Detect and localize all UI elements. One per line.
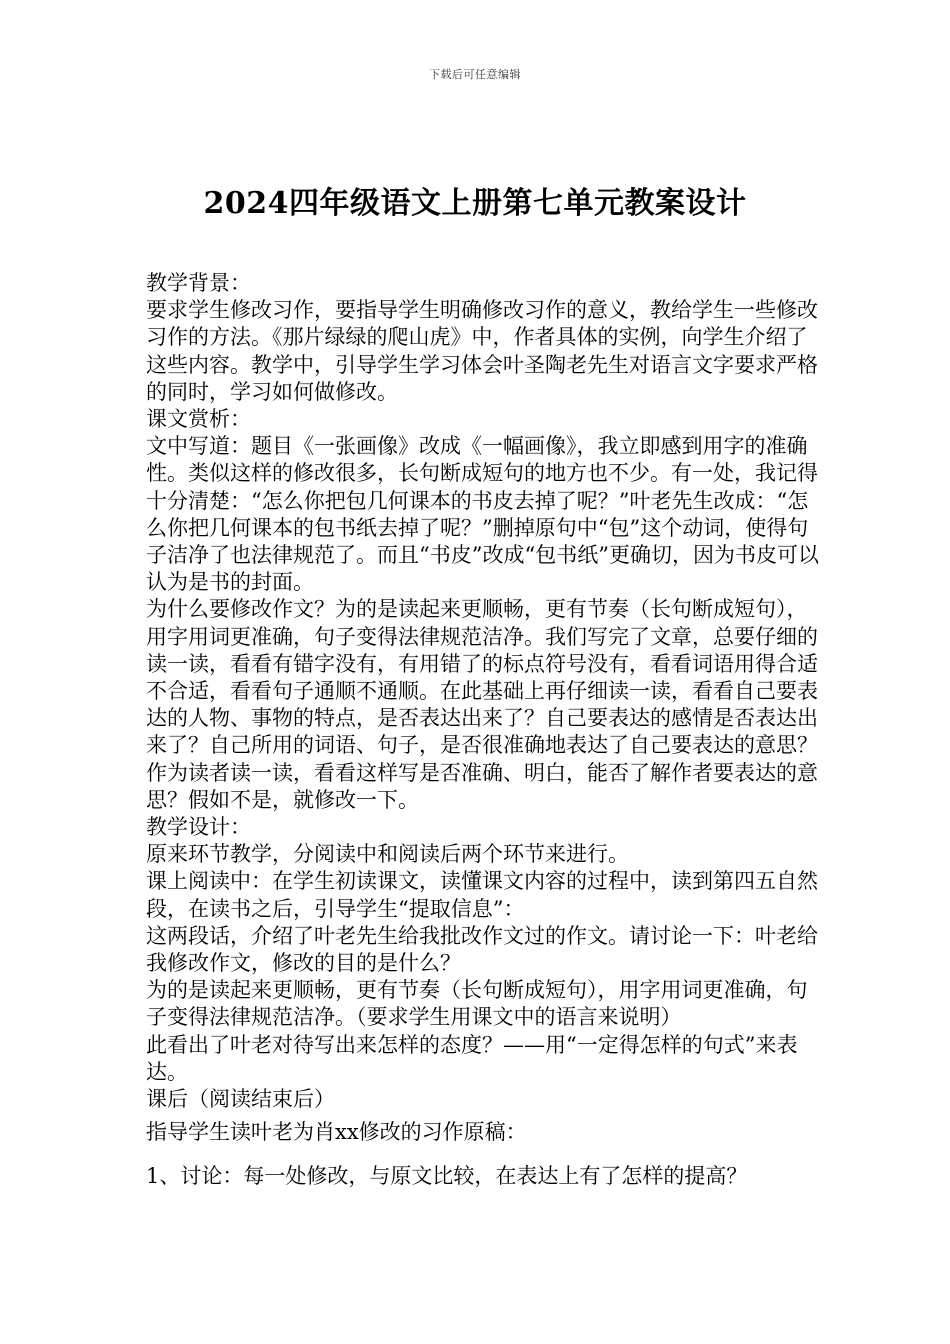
paragraph-in-class-reading: 课上阅读中：在学生初读课文，读懂课文内容的过程中，读到第四五自然段，在读书之后，引导学生“提取信息”： [146,869,818,921]
paragraph-discussion-question: 这两段话，介绍了叶老先生给我批改作文过的作文。请讨论一下：叶老给我修改作文，修改的目的是什么？ [146,923,818,976]
paragraph-guide-reading: 指导学生读叶老为肖xx修改的习作原稿： [146,1120,527,1145]
paragraph-teaching-background: 要求学生修改习作，要指导学生明确修改习作的意义，教给学生一些修改习作的方法。《那片绿绿的爬山虎》中，作者具体的实例，向学生介绍了这些内容。教学中，引导学生学习体会叶圣陶老先生对语言文字要求严格的同时，学习如何做修改。 [146,298,818,404]
paragraph-text-appreciation-heading: 课文赏析： [146,407,251,432]
paragraph-text-appreciation: 文中写道：题目《一张画像》改成《一幅画像》，我立即感到用字的准确性。类似这样的修改很多，长句断成短句的地方也不少。有一处，我记得十分清楚：“怎么你把包几何课本的书皮去掉了呢？”叶老先生改成：“怎么你把几何课本的包书纸去掉了呢？”删掉原句中“包”这个动词，使得句子洁净了也法律规范了。而且“书皮”改成“包书纸”更确切，因为书皮可以认为是书的封面。 [146,434,819,595]
paragraph-revision-purpose: 为的是读起来更顺畅，更有节奏（长句断成短句），用字用词更准确，句子变得法律规范洁净。（要求学生用课文中的语言来说明） [146,978,808,1030]
paragraph-discussion-item-1: 1、讨论：每一处修改，与原文比较，在表达上有了怎样的提高？ [146,1163,748,1188]
paragraph-teaching-background-heading: 教学背景： [146,271,251,295]
paragraph-after-class: 课后（阅读结束后） [146,1087,335,1112]
document-title: 2024四年级语文上册第七单元教案设计 [203,186,747,221]
header-note: 下载后可任意编辑 [429,68,521,81]
paragraph-why-revise: 为什么要修改作文？为的是读起来更顺畅，更有节奏（长句断成短句），用字用词更准确，句子变得法律规范洁净。我们写完了文章，总要仔细的读一读，看看有错字没有，有用错了的标点符号没有，看看词语用得合适不合适，看看句子通顺不通顺。在此基础上再仔细读一读，看看自己要表达的人物、事物的特点，是否表达出来了？自己要表达的感情是否表达出来了？自己所用的词语、句子，是否很准确地表达了自己要表达的意思？作为读者读一读，看看这样写是否准确、明白，能否了解作者要表达的意思？假如不是，就修改一下。 [146,597,818,812]
paragraph-attitude: 此看出了叶老对待写出来怎样的态度？——用“一定得怎样的句式”来表达。 [146,1032,798,1084]
document-body [146,270,826,1190]
paragraph-teaching-design-heading: 教学设计： [146,815,251,840]
paragraph-teaching-design-intro: 原来环节教学，分阅读中和阅读后两个环节来进行。 [146,842,629,867]
